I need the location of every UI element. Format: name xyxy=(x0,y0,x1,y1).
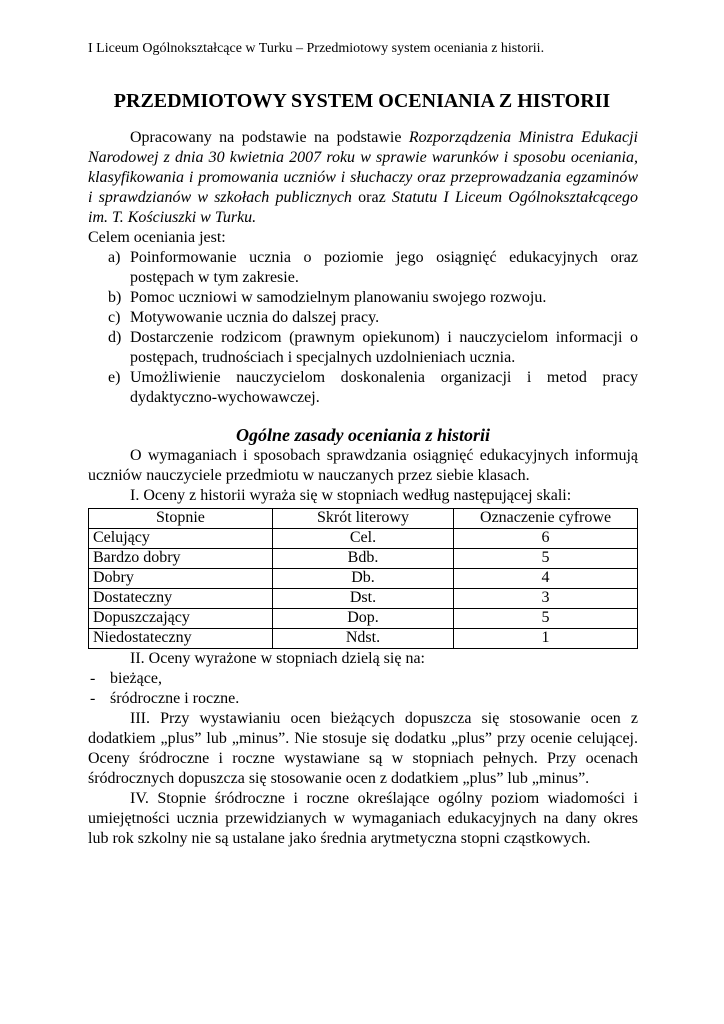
list-marker: - xyxy=(90,690,96,707)
document-body xyxy=(88,128,638,849)
point-4: IV. Stopnie śródroczne i roczne określające ogólny poziom wiadomości i umiejętności ucznia przewidzianych w wymaganiach edukacyjnych na dany okres lub rok szkolny nie są ustalane jako średnia arytmetyczna stopni cząstkowych. xyxy=(88,790,638,847)
grade-number: 6 xyxy=(454,529,638,549)
grade-number: 3 xyxy=(454,589,638,609)
column-header: Oznaczenie cyfrowe xyxy=(454,509,638,529)
goal-text: Umożliwienie nauczycielom doskonalenia organizacji i metod pracy dydaktyczno-wychowawczej. xyxy=(130,369,638,406)
intro-connector: oraz xyxy=(351,189,392,206)
table-header-row xyxy=(89,509,638,529)
table-row xyxy=(89,629,638,649)
list-item-text: bieżące, xyxy=(110,670,162,687)
grade-abbreviation: Dop. xyxy=(272,609,453,629)
grades-table xyxy=(88,508,638,649)
goal-item xyxy=(88,328,638,368)
table-row xyxy=(89,529,638,549)
column-header: Stopnie xyxy=(89,509,273,529)
intro-paragraph xyxy=(88,128,638,228)
table-row xyxy=(89,569,638,589)
list-item xyxy=(88,689,638,709)
column-header: Skrót literowy xyxy=(272,509,453,529)
list-item xyxy=(88,669,638,689)
grade-number: 5 xyxy=(454,549,638,569)
goal-text: Poinformowanie ucznia o poziomie jego osiągnięć edukacyjnych oraz postępach w tym zakresie. xyxy=(130,249,638,286)
grade-abbreviation: Cel. xyxy=(272,529,453,549)
grade-abbreviation: Ndst. xyxy=(272,629,453,649)
grade-number: 5 xyxy=(454,609,638,629)
list-marker: - xyxy=(90,670,96,687)
goals-lead: Celem oceniania jest: xyxy=(88,229,226,246)
goal-item xyxy=(88,288,638,308)
grade-abbreviation: Db. xyxy=(272,569,453,589)
goals-list xyxy=(88,248,638,408)
goal-text: Dostarczenie rodzicom (prawnym opiekunom) i nauczycielom informacji o postępach, trudnościach i specjalnych uzdolnieniach ucznia. xyxy=(130,329,638,366)
table-row xyxy=(89,589,638,609)
grade-number: 4 xyxy=(454,569,638,589)
section-heading: Ogólne zasady oceniania z historii xyxy=(235,425,491,445)
table-row xyxy=(89,609,638,629)
list-item-text: śródroczne i roczne. xyxy=(110,690,240,707)
grade-name: Dostateczny xyxy=(89,589,273,609)
statute-reference: Statutu I Liceum Ogólnokształcącego im. T. Kościuszki w Turku. xyxy=(88,189,639,226)
grade-name: Celujący xyxy=(89,529,273,549)
grade-number: 1 xyxy=(454,629,638,649)
grade-abbreviation: Bdb. xyxy=(272,549,453,569)
grade-abbreviation: Dst. xyxy=(272,589,453,609)
point-3: III. Przy wystawianiu ocen bieżących dopuszcza się stosowanie ocen z dodatkiem „plus” lub „minus”. Nie stosuje się dodatku „plus” przy ocenie celującej. Oceny śródroczne i roczne wystawiane są w stopniach pełnych. Przy ocenach śródrocznych dopuszcza się stosowanie ocen z dodatkiem „plus” lub „minus”. xyxy=(88,710,638,787)
rules-paragraph: O wymaganiach i sposobach sprawdzania osiągnięć edukacyjnych informują uczniów nauczyciele przedmiotu w nauczanych przez siebie klasach. xyxy=(88,447,638,484)
list-marker: b) xyxy=(108,289,122,306)
grade-types-list xyxy=(88,669,638,709)
grade-name: Niedostateczny xyxy=(89,629,273,649)
grade-name: Dobry xyxy=(89,569,273,589)
table-row xyxy=(89,549,638,569)
regulation-reference: Rozporządzenia Ministra Edukacji Narodowej z dnia 30 kwietnia 2007 roku w sprawie warunków i sposobu oceniania, klasyfikowania i promowania uczniów i słuchaczy oraz przeprowadzania egzaminów i sprawdzianów w szkołach publicznych xyxy=(88,129,638,206)
goal-text: Pomoc uczniowi w samodzielnym planowaniu swojego rozwoju. xyxy=(130,289,547,306)
goal-item xyxy=(88,248,638,288)
list-marker: d) xyxy=(108,329,122,346)
grade-name: Bardzo dobry xyxy=(89,549,273,569)
list-marker: c) xyxy=(108,309,121,326)
grade-name: Dopuszczający xyxy=(89,609,273,629)
list-marker: e) xyxy=(108,369,121,386)
list-marker: a) xyxy=(108,249,121,266)
page-title: PRZEDMIOTOWY SYSTEM OCENIANIA Z HISTORII xyxy=(113,90,611,112)
goal-item xyxy=(88,368,638,408)
point-2: II. Oceny wyrażone w stopniach dzielą się na: xyxy=(130,650,425,667)
goal-item xyxy=(88,308,638,328)
goal-text: Motywowanie ucznia do dalszej pracy. xyxy=(130,309,380,326)
point-1: I. Oceny z historii wyraża się w stopniach według następującej skali: xyxy=(130,487,572,504)
running-header: I Liceum Ogólnokształcące w Turku – Przedmiotowy system oceniania z historii. xyxy=(88,41,545,56)
intro-prefix: Opracowany na podstawie na podstawie xyxy=(130,129,409,146)
